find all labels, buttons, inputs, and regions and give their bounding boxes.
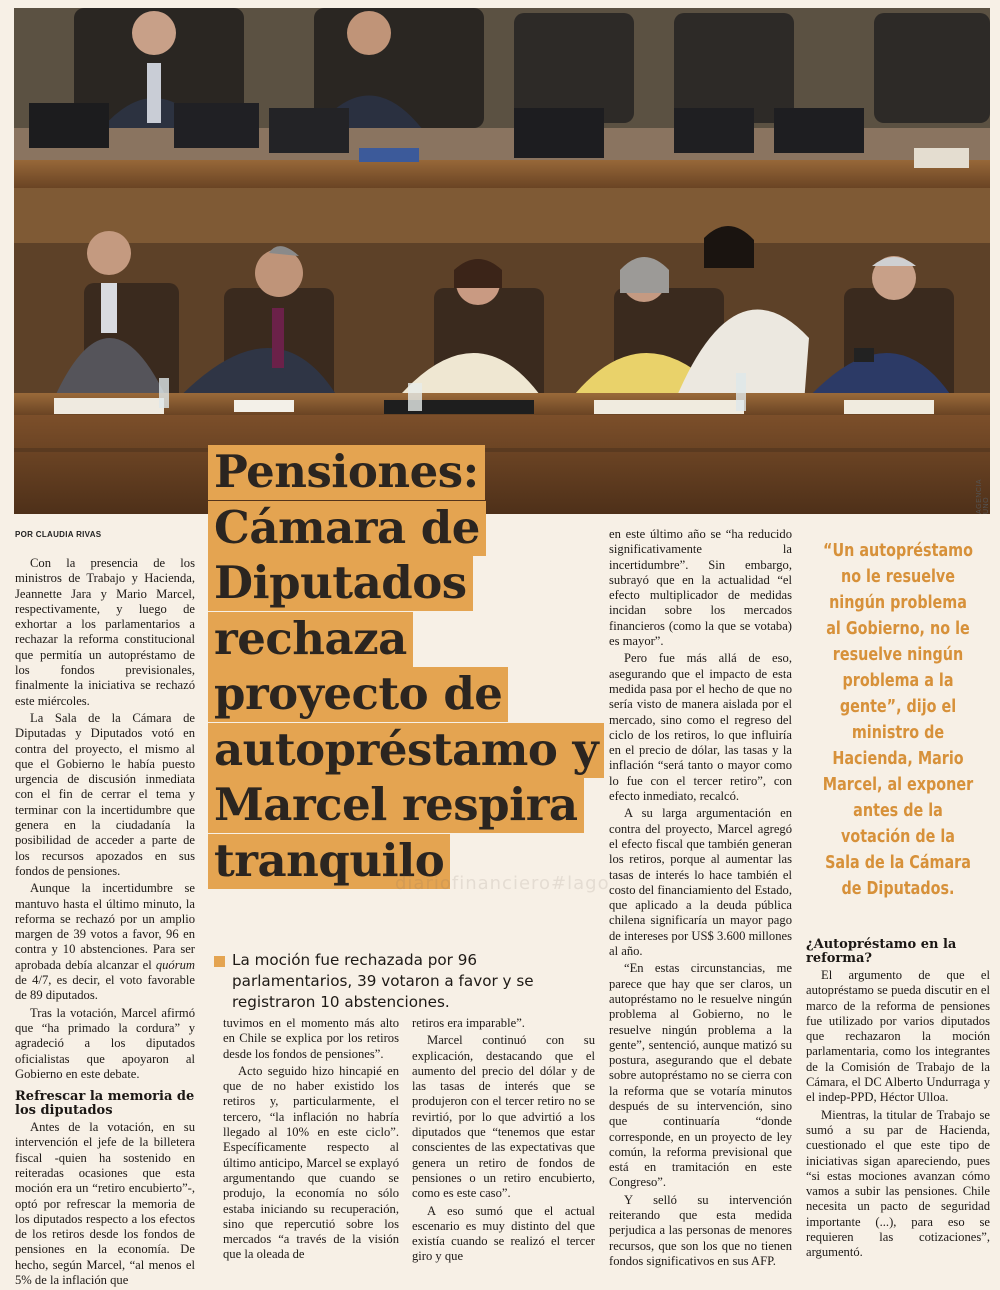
byline: POR CLAUDIA RIVAS xyxy=(15,530,102,539)
photo-credit: AGENCIA UNO xyxy=(976,479,990,514)
lead-bullet xyxy=(214,956,225,967)
pull-quote: “Un autopréstamo no le resuelve ningún problema al Gobierno, no le resuelve ningún problema a la gente”, dijo el ministro de Hacienda, Mario Marcel, al exponer antes de la votación de la Sala de la Cámara de Diputados. xyxy=(822,541,974,899)
headline xyxy=(208,444,608,888)
paragraph: Con la presencia de los ministros de Trabajo y Hacienda, Jeannette Jara y Mario Marcel, respectivamente, y luego de exhortar a los parlamentarios a rechazar la reforma constitucional que permitía un autopréstamo de los fondos previsionales, finalmente la iniciativa se rechazó este miércoles. xyxy=(15,556,195,708)
article-column-2 xyxy=(223,1016,399,1265)
paragraph: Y selló su intervención reiterando que esta medida perjudica a las personas de menores recursos, que son los que no tienen fondos significativos en sus AFP. xyxy=(609,1192,792,1268)
article-column-1 xyxy=(15,556,195,1290)
article-column-4 xyxy=(609,527,792,1271)
paragraph: tuvimos en el momento más alto en Chile se explica por los retiros desde los fondos de pensiones”. xyxy=(223,1016,399,1061)
paragraph: Aunque la incertidumbre se mantuvo hasta el último minuto, la reforma se rechazó por un amplio margen de 39 votos a favor, 96 en contra y 10 abstenciones. Para ser aprobada debía alcanzar el quórum de 4/7, es decir, el voto favorable de 89 diputados. xyxy=(15,881,195,1003)
paragraph: retiros era imparable”. xyxy=(412,1016,525,1030)
paragraph: Pero fue más allá de eso, asegurando que el impacto de esta medida pasa por el hecho de que no sería visto de manera aislada por el mercado, sino como el regreso del ciclo de los retiros, lo que influiría en el precio de dólar, las tasas y la inflación “será tanto o mayor como lo fue con el tercer retiro”, con efecto inmediato, recalcó. xyxy=(609,651,792,804)
article-column-5 xyxy=(806,930,990,1263)
paragraph: Acto seguido hizo hincapié en que de no haber existido los retiros y, particularmente, el tercero, “la inflación no habría llegado al 10% en este ciclo”. Específicamente respecto al último anticipo, Marcel se explayó argumentando que cuando se produjo, la economía no sólo estaba iniciando su recuperación, sino que repercutió sobre los mercados “a través de la visión que la oleada de xyxy=(223,1063,399,1262)
lead-summary xyxy=(212,950,592,1013)
paragraph: El argumento de que el autopréstamo se pueda discutir en el marco de la reforma de pensiones fue utilizado por varios diputados que rechazaron la moción parlamentaria, como los integrantes de la Comisión de Trabajo de la Cámara, el DC Alberto Undurraga y el indep-PPD, Héctor Ulloa. xyxy=(806,968,990,1105)
paragraph: Antes de la votación, en su intervención el jefe de la billetera fiscal -quien ha sostenido en reiteradas ocasiones que esta moción era un “retiro encubierto”-, optó por refrescar la memoria de los diputados respecto a los efectos de los retiros desde los fondos de pensiones en la economía. De hecho, según Marcel, “al menos el 5% de la inflación que xyxy=(15,1120,195,1288)
paragraph: A eso sumó que el actual escenario es muy distinto del que existía cuando se realizó el tercer giro y que xyxy=(412,1203,595,1264)
subheading: ¿Autopréstamo en la reforma? xyxy=(806,937,957,966)
paragraph: Tras la votación, Marcel afirmó que “ha primado la cordura” y agradeció a los diputados oficialistas que apoyaron al Gobierno en este debate. xyxy=(15,1005,195,1081)
paragraph: La Sala de la Cámara de Diputadas y Diputados votó en contra del proyecto, el mismo al que el Gobierno le había puesto urgencia de discusión inmediata con el fin de cerrar el tema y terminar con la incertidumbre que genera en la ciudadanía la posibilidad de acceder a parte de los recursos apozados en sus fondos de pensiones. xyxy=(15,710,195,878)
lead-text: La moción fue rechazada por 96 parlamentarios, 39 votaron a favor y se registraron 10 abstenciones. xyxy=(232,951,534,1011)
paragraph: en este último año se “ha reducido significativamente la incertidumbre”. Sin embargo, subrayó que en la actualidad “el efecto multiplicador de medidas incidan sobre los mercados financieros (como la que se votaba) es mayor”. xyxy=(609,527,792,649)
article-column-3 xyxy=(412,1016,595,1267)
paragraph: “En estas circunstancias, me parece que hay que ser claros, un autopréstamo no le resuelve ningún problema al Gobierno, no le resuelve ningún problema a la gente”, sentenció, aunque matizó su postura, asegurando que el debate sobre autopréstamo no se cierra con la reforma que se votaría minutos después de su intervención, sino que continuaría “donde corresponde, en un proyecto de ley común, la reforma previsional que está en tramitación en este Congreso”. xyxy=(609,961,792,1190)
paragraph: Mientras, la titular de Trabajo se sumó a su par de Hacienda, cuestionado el que este tipo de iniciativas sigan apareciendo, pues “si estas mociones avanzan cómo vamos a subir las pensiones. Chile necesita un pacto de seguridad importante (...), para eso se requieren las cotizaciones”, argumentó. xyxy=(806,1107,990,1260)
hero-photo xyxy=(14,8,990,514)
paragraph: A su larga argumentación en contra del proyecto, Marcel agregó el efecto fiscal que también generan los retiros, porque al aumentar las tasas de interés lo hace también el costo del financiamiento del Estado, que aplicado a la deuda pública chilena significaría un mayor pago de intereses por US$ 3.600 millones al año. xyxy=(609,806,792,959)
watermark: diariofinanciero#lago xyxy=(395,873,610,894)
paragraph: Marcel continuó con su explicación, destacando que el aumento del precio del dólar y de las tasas de interés que se produjeron con el tercer retiro no se revirtió, por lo que advirtió a los diputados que “tenemos que estar conscientes de las expectativas que genera un retiro de fondos de pensiones o un retiro encubierto, como es este caso”. xyxy=(412,1033,595,1201)
headline-text: Pensiones: Cámara de Diputados rechaza proyecto de autopréstamo y Marcel respira tranquilo xyxy=(208,445,604,889)
subheading: Refrescar la memoria de los diputados xyxy=(15,1089,195,1119)
